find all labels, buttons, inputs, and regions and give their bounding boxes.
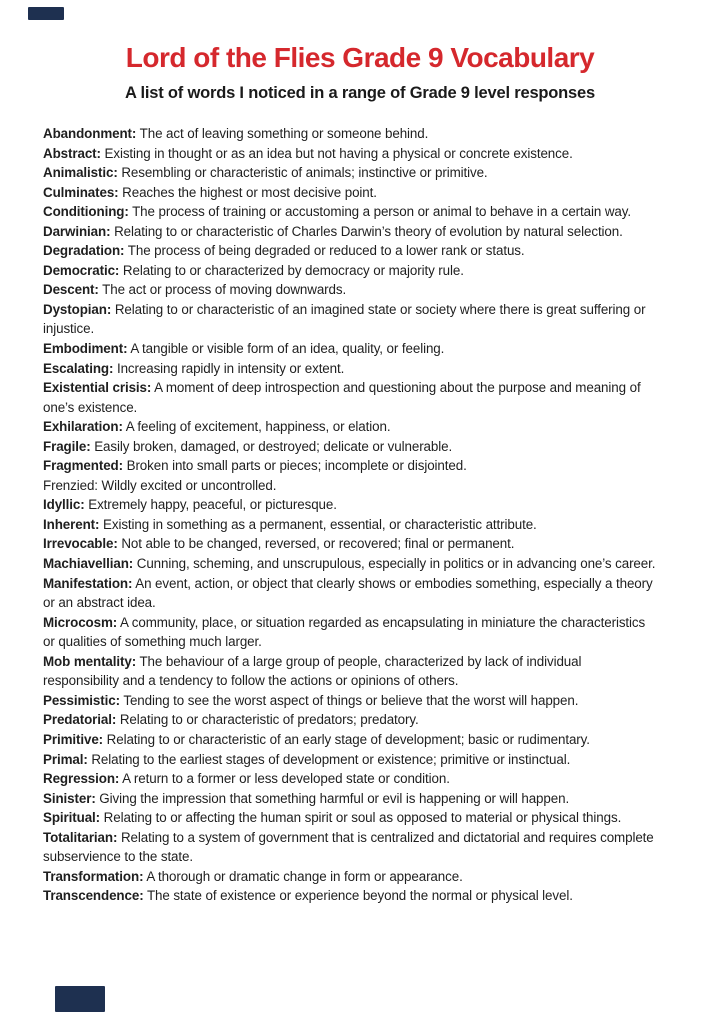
vocab-term: Conditioning: xyxy=(43,204,129,220)
vocab-entry xyxy=(43,437,657,457)
vocab-entry xyxy=(43,867,657,887)
vocab-entry xyxy=(43,183,657,203)
vocab-term: Culminates: xyxy=(43,184,119,200)
vocab-term: Democratic: xyxy=(43,262,120,278)
vocab-definition: The state of existence or experience beyond the normal or physical level. xyxy=(143,888,573,904)
vocab-term: Pessimistic: xyxy=(43,692,120,708)
vocab-definition: Relating to or characteristic of an early stage of development; basic or rudimentary. xyxy=(103,731,590,747)
vocab-term: Sinister: xyxy=(43,790,96,806)
vocab-term: Transformation: xyxy=(43,868,144,884)
vocab-term: Microcosm: xyxy=(43,614,118,630)
vocab-entry xyxy=(43,476,657,496)
vocab-entry xyxy=(43,124,657,144)
vocab-definition: The act of leaving something or someone behind. xyxy=(136,126,429,141)
vocab-entry xyxy=(43,554,657,574)
vocab-entry xyxy=(43,495,657,515)
vocab-term: Spiritual: xyxy=(43,810,101,826)
vocab-term: Abstract: xyxy=(43,145,101,161)
vocab-term: Fragile: xyxy=(43,438,91,454)
vocab-definition: Relating to or characteristic of predators; predatory. xyxy=(116,712,419,728)
vocab-definition: The process of being degraded or reduced to a lower rank or status. xyxy=(124,243,525,259)
vocab-entry xyxy=(43,750,657,770)
vocab-definition: A moment of deep introspection and questioning about the purpose and meaning of one’s existence. xyxy=(43,380,641,415)
vocab-term: Fragmented: xyxy=(43,458,123,474)
page-title: Lord of the Flies Grade 9 Vocabulary xyxy=(125,42,595,73)
vocab-entry xyxy=(43,886,657,906)
vocab-term: Inherent: xyxy=(43,516,100,532)
vocab-term: Transcendence: xyxy=(43,888,144,904)
vocab-term: Degradation: xyxy=(43,243,125,259)
vocab-term: Descent: xyxy=(43,282,99,298)
vocab-definition: Tending to see the worst aspect of things or believe that the worst will happen. xyxy=(119,692,579,708)
vocab-term: Animalistic: xyxy=(43,165,118,181)
vocab-entry xyxy=(43,456,657,476)
vocab-definition: A thorough or dramatic change in form or appearance. xyxy=(143,868,463,884)
vocab-term: Idyllic: xyxy=(43,497,85,513)
vocab-entry xyxy=(43,163,657,183)
vocab-entry xyxy=(43,280,657,300)
vocab-definition: Relating to or affecting the human spirit or soul as opposed to material or physical things. xyxy=(100,810,622,826)
vocab-entry xyxy=(43,515,657,535)
vocab-definition: Extremely happy, peaceful, or picturesque. xyxy=(84,497,337,513)
vocab-definition: Relating to or characteristic of an imagined state or society where there is great suffering or injustice. xyxy=(43,301,646,337)
vocab-definition: Broken into small parts or pieces; incomplete or disjointed. xyxy=(123,458,467,474)
vocab-definition: Cunning, scheming, and unscrupulous, especially in politics or in advancing one’s career. xyxy=(133,556,656,572)
vocab-term: Existential crisis: xyxy=(43,380,152,396)
vocab-definition: Resembling or characteristic of animals; instinctive or primitive. xyxy=(117,165,488,181)
vocab-definition: Relating to or characteristic of Charles Darwin’s theory of evolution by natural selection. xyxy=(110,223,623,239)
vocab-definition: Reaches the highest or most decisive point. xyxy=(118,184,377,200)
vocab-entry xyxy=(43,534,657,554)
vocab-entry xyxy=(43,241,657,261)
vocab-term: Embodiment: xyxy=(43,341,128,357)
vocab-entry xyxy=(43,417,657,437)
vocab-definition: Existing in thought or as an idea but not having a physical or concrete existence. xyxy=(100,145,573,161)
vocab-term: Primal: xyxy=(43,751,88,767)
vocab-term: Manifestation: xyxy=(43,575,133,591)
vocab-entry xyxy=(43,769,657,789)
vocab-definition: Relating to the earliest stages of development or existence; primitive or instinctual. xyxy=(87,751,571,767)
vocab-definition: A return to a former or less developed state or condition. xyxy=(119,771,450,787)
vocab-definition: An event, action, or object that clearly shows or embodies something, especially a theory or an abstract idea. xyxy=(43,575,653,611)
vocab-definition: A feeling of excitement, happiness, or elation. xyxy=(122,419,391,435)
vocab-term: Escalating: xyxy=(43,360,114,376)
vocab-definition: The process of training or accustoming a person or animal to behave in a certain way. xyxy=(128,204,631,220)
vocab-entry xyxy=(43,339,657,359)
vocabulary-list xyxy=(43,124,657,906)
redaction-bar-top xyxy=(28,7,64,20)
vocab-term: Abandonment: xyxy=(43,126,137,141)
vocab-definition: Giving the impression that something harmful or evil is happening or will happen. xyxy=(95,790,570,806)
vocab-entry xyxy=(43,300,657,339)
vocab-definition: Existing in something as a permanent, essential, or characteristic attribute. xyxy=(99,516,537,532)
vocab-entry xyxy=(43,359,657,379)
vocab-definition: Relating to or characterized by democracy or majority rule. xyxy=(119,262,464,278)
vocab-entry xyxy=(43,691,657,711)
page-subtitle: A list of words I noticed in a range of Grade 9 level responses xyxy=(124,84,595,102)
vocab-entry xyxy=(43,808,657,828)
vocab-definition: A community, place, or situation regarded as encapsulating in miniature the characteristics or qualities of something much larger. xyxy=(43,614,646,650)
vocab-definition: Relating to a system of government that is centralized and dictatorial and requires complete subservience to the state. xyxy=(43,829,654,865)
vocab-term: Dystopian: xyxy=(43,301,112,317)
vocab-term: Darwinian: xyxy=(43,223,111,239)
vocab-term: Predatorial: xyxy=(43,712,117,728)
vocab-entry xyxy=(43,378,657,417)
vocab-term: Mob mentality: xyxy=(43,653,137,669)
vocab-entry xyxy=(43,613,657,652)
vocab-term: Machiavellian: xyxy=(43,556,134,572)
vocab-definition: The act or process of moving downwards. xyxy=(98,282,347,298)
vocab-entry xyxy=(43,202,657,222)
redaction-bar-bottom xyxy=(55,986,105,1012)
vocab-entry xyxy=(43,574,657,613)
vocab-definition: Easily broken, damaged, or destroyed; delicate or vulnerable. xyxy=(90,438,453,454)
vocab-term: Exhilaration: xyxy=(43,419,123,435)
vocab-entry xyxy=(43,710,657,730)
vocab-definition: A tangible or visible form of an idea, quality, or feeling. xyxy=(127,341,445,357)
vocab-entry xyxy=(43,261,657,281)
vocab-entry xyxy=(43,222,657,242)
vocab-entry xyxy=(43,652,657,691)
vocab-definition: Not able to be changed, reversed, or recovered; final or permanent. xyxy=(117,536,515,552)
vocab-term: Primitive: xyxy=(43,731,104,747)
vocab-entry xyxy=(43,144,657,164)
vocab-definition: The behaviour of a large group of people, characterized by lack of individual responsibility and a tendency to follow the actions or opinions of others. xyxy=(43,653,582,689)
vocab-term: Totalitarian: xyxy=(43,829,118,845)
vocab-definition: Increasing rapidly in intensity or extent. xyxy=(113,360,345,376)
vocab-term: Frenzied: xyxy=(43,477,98,493)
vocab-term: Irrevocable: xyxy=(43,536,118,552)
vocab-entry xyxy=(43,789,657,809)
vocab-term: Regression: xyxy=(43,771,120,787)
vocab-entry xyxy=(43,730,657,750)
vocab-definition: Wildly excited or uncontrolled. xyxy=(97,477,277,493)
vocab-entry xyxy=(43,828,657,867)
